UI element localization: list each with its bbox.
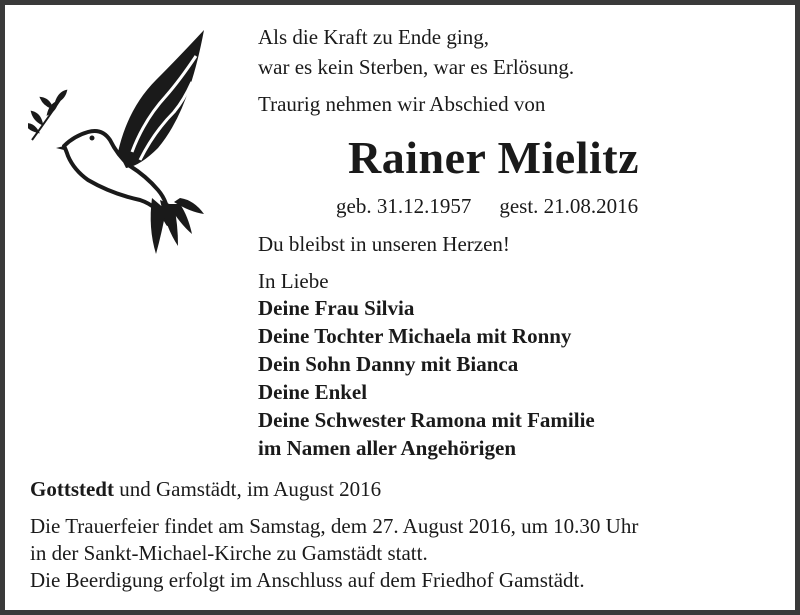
birth-date: geb. 31.12.1957 [336,194,472,218]
mourner-item: Deine Frau Silvia [258,296,415,320]
verse-line-2: war es kein Sterben, war es Erlösung. [258,55,575,79]
intro-text: Traurig nehmen wir Abschied von [258,92,546,116]
death-date: gest. 21.08.2016 [499,194,639,218]
mourners-heading: In Liebe [258,269,329,293]
mourner-item: Deine Schwester Ramona mit Familie [258,408,595,432]
place-town: Gottstedt [30,477,114,501]
life-dates [336,193,638,219]
dove-icon [28,28,218,256]
verse-line-1: Als die Kraft zu Ende ging, [258,25,489,49]
service-line-3: Die Beerdigung erfolgt im Anschluss auf dem Friedhof Gamstädt. [30,568,585,592]
mourner-item: im Namen aller Angehörigen [258,436,517,460]
service-line-1: Die Trauerfeier findet am Samstag, dem 27. August 2016, um 10.30 Uhr [30,514,639,538]
mourner-item: Dein Sohn Danny mit Bianca [258,352,519,376]
mourner-item: Deine Tochter Michaela mit Ronny [258,324,572,348]
place-rest: und Gamstädt, im August 2016 [119,477,382,501]
mourner-item: Deine Enkel [258,380,368,404]
service-line-2: in der Sankt-Michael-Kirche zu Gamstädt statt. [30,541,428,565]
deceased-name: Rainer Mielitz [348,132,639,183]
place-date-line [30,476,381,502]
memory-line: Du bleibst in unseren Herzen! [258,232,510,256]
